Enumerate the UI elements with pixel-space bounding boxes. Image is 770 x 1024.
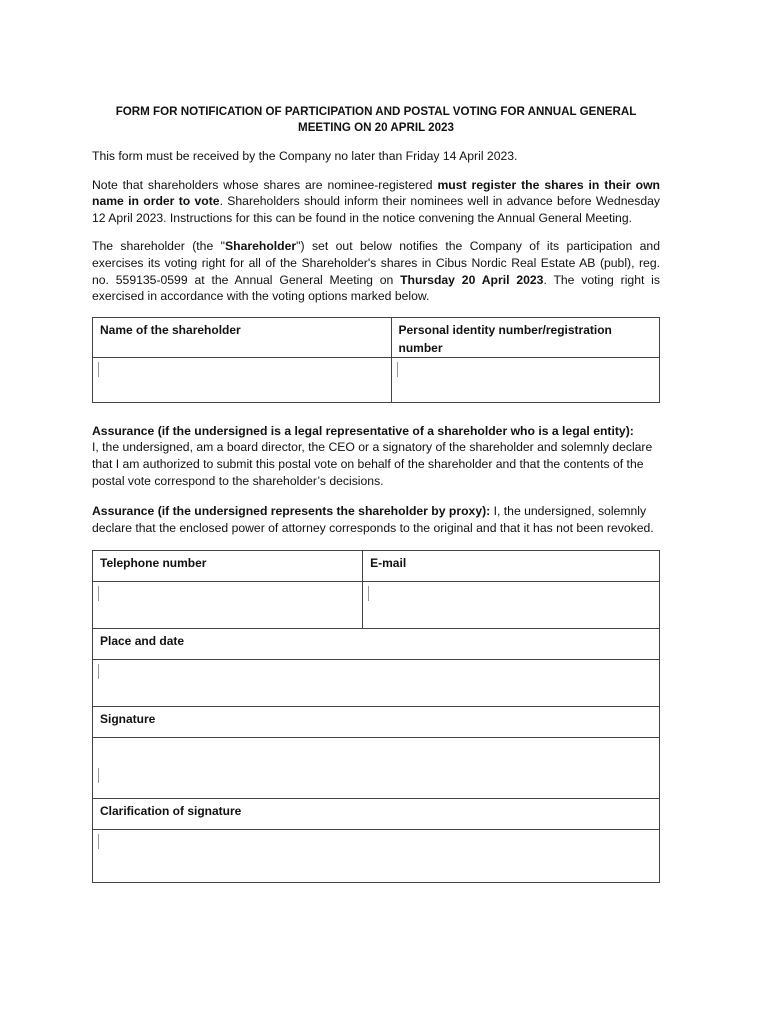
email-field[interactable] <box>363 582 660 629</box>
text-caret <box>98 768 99 783</box>
proxy-assurance-heading: Assurance (if the undersigned represents the shareholder by proxy): <box>92 504 491 519</box>
text-caret <box>98 834 99 849</box>
identity-number-label: Personal identity number/registration number <box>391 317 660 357</box>
contact-signature-table <box>92 550 660 883</box>
signature-field[interactable] <box>93 738 660 799</box>
text-caret <box>98 362 99 377</box>
text-caret <box>368 586 369 601</box>
text-caret <box>397 362 398 377</box>
clarification-field[interactable] <box>93 830 660 883</box>
form-title: FORM FOR NOTIFICATION OF PARTICIPATION AND POSTAL VOTING FOR ANNUAL GENERAL MEETING ON 20 APRIL 2023 <box>115 105 637 134</box>
clarification-label: Clarification of signature <box>93 799 660 830</box>
telephone-field[interactable] <box>93 582 363 629</box>
deadline-text: This form must be received by the Company no later than Friday 14 April 2023. <box>92 149 518 163</box>
signature-label: Signature <box>93 707 660 738</box>
text-caret <box>98 586 99 601</box>
proxy-assurance-paragraph: Assurance (if the undersigned represents the shareholder by proxy): I, the undersigned, solemnly declare that the enclosed power of attorney corresponds to the original and that it has not been revoked. <box>92 504 654 535</box>
legal-assurance-paragraph: Assurance (if the undersigned is a legal representative of a shareholder who is a legal entity): I, the undersigned, am a board director, the CEO or a signatory of the shareholder and solemnly declare that I am authorized to submit this postal vote on behalf of the shareholder and that the contents of the postal vote correspond to the shareholder’s decisions. <box>92 423 653 488</box>
legal-assurance-heading: Assurance (if the undersigned is a legal representative of a shareholder who is a legal entity): <box>92 423 634 438</box>
form-page <box>92 104 660 883</box>
place-date-field[interactable] <box>93 660 660 707</box>
identity-number-field[interactable] <box>391 357 660 402</box>
email-label: E-mail <box>363 551 660 582</box>
shareholder-paragraph: The shareholder (the "Shareholder") set out below notifies the Company of its participation and exercises its voting right for all of the Shareholder's shares in Cibus Nordic Real Estate AB (publ), reg. no. 559135-0599 at the Annual General Meeting on Thursday 20 April 2023. The voting right is exercised in accordance with the voting options marked below. <box>92 239 660 304</box>
nominee-paragraph: Note that shareholders whose shares are nominee-registered must register the shares in their own name in order to vote. Shareholders should inform their nominees well in advance before Wednesday 12 April 2023. Instructions for this can be found in the notice convening the Annual General Meeting. <box>92 177 660 225</box>
shareholder-table <box>92 317 660 403</box>
shareholder-name-field[interactable] <box>93 357 392 402</box>
place-date-label: Place and date <box>93 629 660 660</box>
text-caret <box>98 664 99 679</box>
telephone-label: Telephone number <box>93 551 363 582</box>
shareholder-name-label: Name of the shareholder <box>93 317 392 357</box>
